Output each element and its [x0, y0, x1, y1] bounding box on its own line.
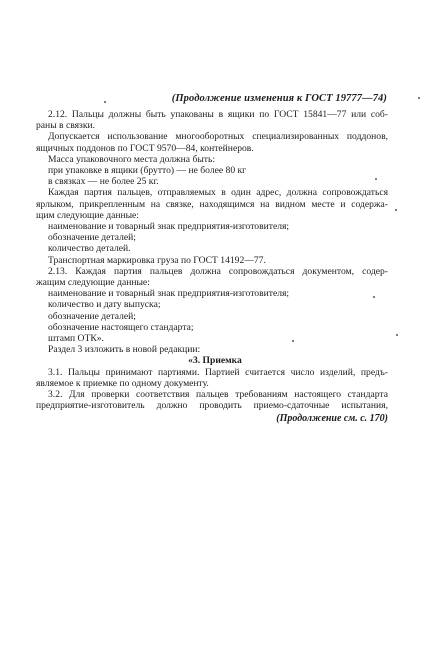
text-line: 2.12. Пальцы должны быть упакованы в ящики по ГОСТ 15841—77 или соб-	[48, 109, 388, 120]
text-line: раны в связки.	[36, 120, 96, 132]
continuation-header: (Продолжение изменения к ГОСТ 19777—74)	[171, 93, 387, 104]
text-line: 3.2. Для проверки соответствия пальцев требованиям настоящего стандарта	[48, 389, 388, 401]
scan-speck	[292, 340, 294, 342]
text-line: наименование и товарный знак предприятия-изготовителя;	[48, 288, 290, 300]
text-line: предприятие-изготовитель должно проводить приемо-сдаточные испытания,	[36, 400, 388, 412]
text-line: в связках — не более 25 кг.	[48, 176, 159, 188]
continuation-footer: (Продолжение см. с. 170)	[276, 413, 388, 425]
scan-speck	[375, 178, 377, 180]
text-line: при упаковке в ящики (брутто) — не более 80 кг	[48, 165, 247, 177]
text-line: ящичных поддонов по ГОСТ 9570—84, контейнеров.	[36, 142, 254, 154]
text-line: количество деталей.	[48, 243, 131, 255]
text-line: Транспортная маркировка груза по ГОСТ 14192—77.	[48, 254, 266, 266]
section-heading: «3. Приемка	[188, 355, 242, 367]
text-line: щим следующие данные:	[36, 209, 139, 221]
text-line: Раздел 3 изложить в новой редакции:	[48, 344, 201, 356]
scan-speck	[418, 97, 420, 99]
text-line: 2.13. Каждая партия пальцев должна сопровождаться документом, содер-	[48, 265, 388, 277]
text-line: количество и дату выпуска;	[48, 299, 161, 311]
text-line: 3.1. Пальцы принимают партиями. Партией считается число изделий, предъ-	[48, 366, 388, 378]
text-line: наименование и товарный знак предприятия-изготовителя;	[48, 221, 290, 233]
scan-speck	[373, 296, 375, 298]
text-line: Масса упаковочного места должна быть:	[48, 153, 216, 165]
scan-speck	[104, 101, 106, 103]
text-line: Каждая партия пальцев, отправляемых в один адрес, должна сопровождаться	[48, 187, 388, 199]
scan-speck	[395, 209, 397, 211]
document-body	[36, 109, 388, 425]
text-line: Допускается использование многооборотных специализированных поддонов,	[48, 131, 388, 143]
text-line: являемое к приемке по одному документу.	[36, 377, 209, 389]
text-line: обозначение настоящего стандарта;	[48, 321, 194, 333]
text-line: жащим следующие данные:	[36, 277, 150, 289]
text-line: ярлыком, прикрепленным на связке, находящимся на видном месте и содержа-	[36, 198, 388, 210]
text-line: обозначение деталей;	[48, 232, 136, 244]
text-line: штамп ОТК».	[48, 333, 104, 345]
scan-speck	[396, 334, 398, 336]
text-line: обозначение деталей;	[48, 310, 136, 322]
